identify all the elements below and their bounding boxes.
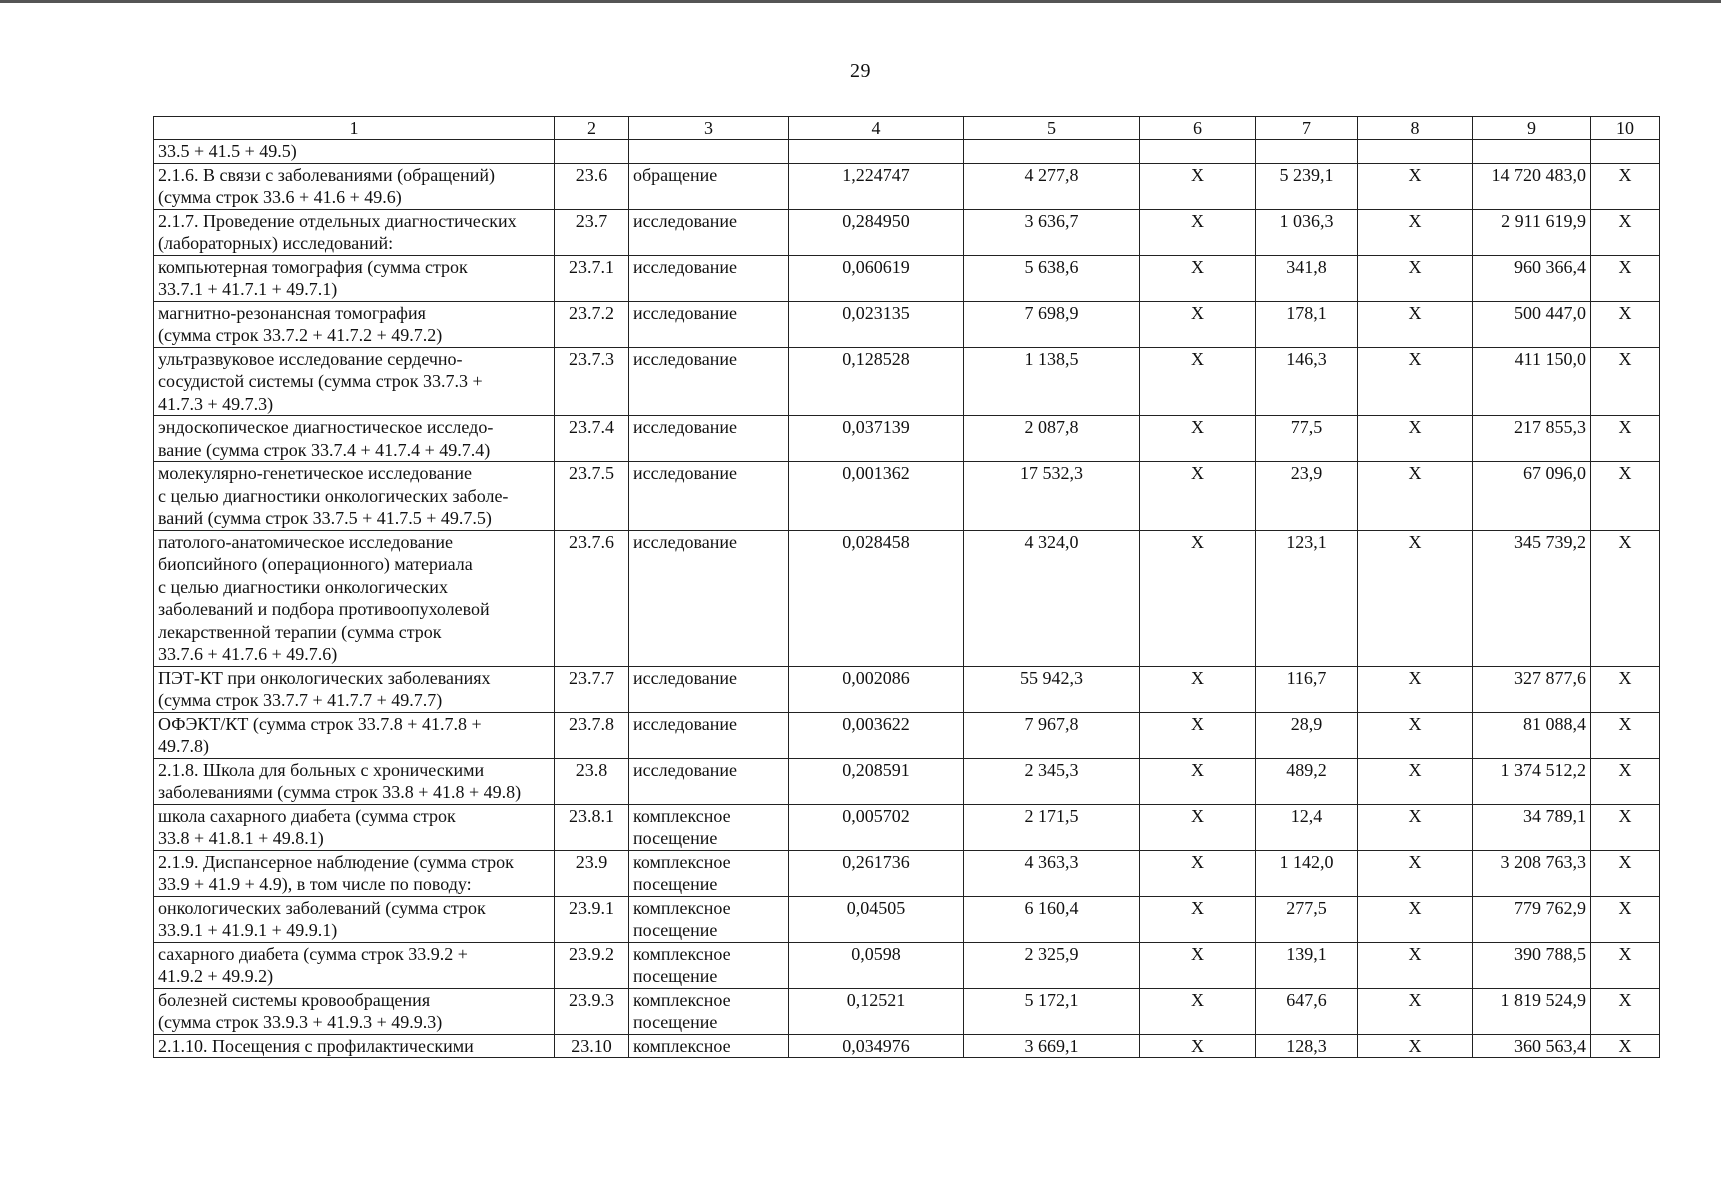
unit-cell: исследование: [629, 416, 789, 462]
column-10-cell: [1591, 140, 1660, 164]
column-6-cell: X: [1140, 163, 1256, 209]
column-6-cell: X: [1140, 209, 1256, 255]
unit-cell: комплексное посещение: [629, 804, 789, 850]
table-row: [154, 758, 1660, 804]
indicator-name-cell: ОФЭКТ/КТ (сумма строк 33.7.8 + 41.7.8 + 49.7.8): [154, 712, 555, 758]
volume-norm-cell: [789, 140, 964, 164]
row-code-cell: 23.9.1: [555, 896, 629, 942]
column-6-cell: X: [1140, 804, 1256, 850]
volume-norm-cell: 0,208591: [789, 758, 964, 804]
row-code-cell: 23.7.8: [555, 712, 629, 758]
table-row: [154, 301, 1660, 347]
total-cost-cell: 34 789,1: [1473, 804, 1591, 850]
per-capita-cell: 139,1: [1256, 942, 1358, 988]
column-8-cell: X: [1358, 530, 1473, 666]
volume-norm-cell: 0,005702: [789, 804, 964, 850]
row-code-cell: 23.7.3: [555, 347, 629, 416]
column-8-cell: X: [1358, 896, 1473, 942]
column-6-cell: X: [1140, 301, 1256, 347]
indicator-name-cell: 2.1.6. В связи с заболеваниями (обращений) (сумма строк 33.6 + 41.6 + 49.6): [154, 163, 555, 209]
table-body: [154, 140, 1660, 1058]
column-6-cell: X: [1140, 942, 1256, 988]
per-capita-cell: 1 142,0: [1256, 850, 1358, 896]
cost-norm-cell: 55 942,3: [964, 666, 1140, 712]
volume-norm-cell: 0,12521: [789, 988, 964, 1034]
row-code-cell: 23.8.1: [555, 804, 629, 850]
column-8-cell: X: [1358, 255, 1473, 301]
column-6-cell: X: [1140, 850, 1256, 896]
volume-norm-cell: 0,028458: [789, 530, 964, 666]
row-code-cell: 23.7.7: [555, 666, 629, 712]
column-8-cell: X: [1358, 666, 1473, 712]
indicator-name-cell: 33.5 + 41.5 + 49.5): [154, 140, 555, 164]
column-10-cell: X: [1591, 530, 1660, 666]
total-cost-cell: 411 150,0: [1473, 347, 1591, 416]
column-10-cell: X: [1591, 163, 1660, 209]
column-header-3: 3: [629, 117, 789, 140]
unit-cell: исследование: [629, 301, 789, 347]
column-6-cell: X: [1140, 462, 1256, 531]
cost-norm-cell: 5 638,6: [964, 255, 1140, 301]
row-code-cell: [555, 140, 629, 164]
column-8-cell: X: [1358, 942, 1473, 988]
row-code-cell: 23.7.6: [555, 530, 629, 666]
total-cost-cell: 360 563,4: [1473, 1034, 1591, 1058]
row-code-cell: 23.8: [555, 758, 629, 804]
table-row: [154, 988, 1660, 1034]
volume-norm-cell: 0,002086: [789, 666, 964, 712]
indicator-name-cell: патолого-анатомическое исследование биопсийного (операционного) материала с целью диагностики онкологических заболеваний и подбора противоопухолевой лекарственной терапии (сумма строк 33.7.6 + 41.7.6 + 49.7.6): [154, 530, 555, 666]
column-8-cell: X: [1358, 209, 1473, 255]
per-capita-cell: 12,4: [1256, 804, 1358, 850]
data-table: [153, 116, 1660, 1058]
column-10-cell: X: [1591, 666, 1660, 712]
volume-norm-cell: 0,284950: [789, 209, 964, 255]
volume-norm-cell: 0,003622: [789, 712, 964, 758]
column-10-cell: X: [1591, 416, 1660, 462]
total-cost-cell: 1 374 512,2: [1473, 758, 1591, 804]
column-6-cell: X: [1140, 988, 1256, 1034]
cost-norm-cell: 7 967,8: [964, 712, 1140, 758]
unit-cell: комплексное: [629, 1034, 789, 1058]
row-code-cell: 23.6: [555, 163, 629, 209]
per-capita-cell: 123,1: [1256, 530, 1358, 666]
column-10-cell: X: [1591, 942, 1660, 988]
per-capita-cell: 647,6: [1256, 988, 1358, 1034]
cost-norm-cell: 2 087,8: [964, 416, 1140, 462]
total-cost-cell: 2 911 619,9: [1473, 209, 1591, 255]
cost-norm-cell: 4 324,0: [964, 530, 1140, 666]
column-8-cell: X: [1358, 804, 1473, 850]
volume-norm-cell: 0,001362: [789, 462, 964, 531]
column-header-1: 1: [154, 117, 555, 140]
total-cost-cell: 500 447,0: [1473, 301, 1591, 347]
column-10-cell: X: [1591, 712, 1660, 758]
indicator-name-cell: компьютерная томография (сумма строк 33.7.1 + 41.7.1 + 49.7.1): [154, 255, 555, 301]
per-capita-cell: 28,9: [1256, 712, 1358, 758]
volume-norm-cell: 0,0598: [789, 942, 964, 988]
indicator-name-cell: болезней системы кровообращения (сумма строк 33.9.3 + 41.9.3 + 49.9.3): [154, 988, 555, 1034]
per-capita-cell: 489,2: [1256, 758, 1358, 804]
column-header-5: 5: [964, 117, 1140, 140]
table-row: [154, 416, 1660, 462]
unit-cell: комплексное посещение: [629, 896, 789, 942]
total-cost-cell: [1473, 140, 1591, 164]
per-capita-cell: [1256, 140, 1358, 164]
column-header-7: 7: [1256, 117, 1358, 140]
unit-cell: исследование: [629, 666, 789, 712]
volume-norm-cell: 0,034976: [789, 1034, 964, 1058]
column-10-cell: X: [1591, 255, 1660, 301]
column-10-cell: X: [1591, 347, 1660, 416]
column-6-cell: X: [1140, 530, 1256, 666]
per-capita-cell: 341,8: [1256, 255, 1358, 301]
volume-norm-cell: 1,224747: [789, 163, 964, 209]
row-code-cell: 23.9.3: [555, 988, 629, 1034]
per-capita-cell: 146,3: [1256, 347, 1358, 416]
row-code-cell: 23.7.2: [555, 301, 629, 347]
cost-norm-cell: 2 171,5: [964, 804, 1140, 850]
row-code-cell: 23.7.5: [555, 462, 629, 531]
column-8-cell: X: [1358, 347, 1473, 416]
volume-norm-cell: 0,128528: [789, 347, 964, 416]
table-row: [154, 896, 1660, 942]
column-8-cell: X: [1358, 988, 1473, 1034]
row-code-cell: 23.10: [555, 1034, 629, 1058]
total-cost-cell: 67 096,0: [1473, 462, 1591, 531]
unit-cell: комплексное посещение: [629, 850, 789, 896]
table-row: [154, 163, 1660, 209]
table-row: [154, 530, 1660, 666]
column-10-cell: X: [1591, 850, 1660, 896]
cost-norm-cell: 7 698,9: [964, 301, 1140, 347]
column-6-cell: [1140, 140, 1256, 164]
table-row: [154, 462, 1660, 531]
total-cost-cell: 960 366,4: [1473, 255, 1591, 301]
column-6-cell: X: [1140, 416, 1256, 462]
row-code-cell: 23.9.2: [555, 942, 629, 988]
volume-norm-cell: 0,04505: [789, 896, 964, 942]
total-cost-cell: 345 739,2: [1473, 530, 1591, 666]
page-number: 29: [850, 60, 871, 82]
column-8-cell: X: [1358, 850, 1473, 896]
total-cost-cell: 779 762,9: [1473, 896, 1591, 942]
table-row: [154, 255, 1660, 301]
unit-cell: [629, 140, 789, 164]
indicator-name-cell: школа сахарного диабета (сумма строк 33.8 + 41.8.1 + 49.8.1): [154, 804, 555, 850]
cost-norm-cell: 1 138,5: [964, 347, 1140, 416]
table-row: [154, 666, 1660, 712]
table-row: [154, 942, 1660, 988]
per-capita-cell: 128,3: [1256, 1034, 1358, 1058]
column-8-cell: X: [1358, 163, 1473, 209]
column-10-cell: X: [1591, 1034, 1660, 1058]
cost-norm-cell: 3 669,1: [964, 1034, 1140, 1058]
total-cost-cell: 1 819 524,9: [1473, 988, 1591, 1034]
table-row: [154, 209, 1660, 255]
per-capita-cell: 178,1: [1256, 301, 1358, 347]
row-code-cell: 23.7: [555, 209, 629, 255]
page-top-edge: [0, 0, 1721, 3]
unit-cell: комплексное посещение: [629, 988, 789, 1034]
table-row: [154, 1034, 1660, 1058]
per-capita-cell: 277,5: [1256, 896, 1358, 942]
unit-cell: исследование: [629, 462, 789, 531]
indicator-name-cell: сахарного диабета (сумма строк 33.9.2 + 41.9.2 + 49.9.2): [154, 942, 555, 988]
cost-norm-cell: 2 345,3: [964, 758, 1140, 804]
column-10-cell: X: [1591, 804, 1660, 850]
column-6-cell: X: [1140, 347, 1256, 416]
per-capita-cell: 1 036,3: [1256, 209, 1358, 255]
column-10-cell: X: [1591, 896, 1660, 942]
unit-cell: исследование: [629, 347, 789, 416]
unit-cell: исследование: [629, 712, 789, 758]
column-header-4: 4: [789, 117, 964, 140]
cost-norm-cell: [964, 140, 1140, 164]
column-10-cell: X: [1591, 301, 1660, 347]
total-cost-cell: 217 855,3: [1473, 416, 1591, 462]
table-row: [154, 804, 1660, 850]
row-code-cell: 23.7.4: [555, 416, 629, 462]
table-row: [154, 140, 1660, 164]
column-8-cell: [1358, 140, 1473, 164]
column-8-cell: X: [1358, 712, 1473, 758]
column-header-2: 2: [555, 117, 629, 140]
total-cost-cell: 390 788,5: [1473, 942, 1591, 988]
table-row: [154, 712, 1660, 758]
table-row: [154, 850, 1660, 896]
unit-cell: исследование: [629, 758, 789, 804]
column-6-cell: X: [1140, 758, 1256, 804]
per-capita-cell: 5 239,1: [1256, 163, 1358, 209]
header-row: [154, 117, 1660, 140]
unit-cell: комплексное посещение: [629, 942, 789, 988]
column-6-cell: X: [1140, 712, 1256, 758]
volume-norm-cell: 0,023135: [789, 301, 964, 347]
column-10-cell: X: [1591, 758, 1660, 804]
table-row: [154, 347, 1660, 416]
column-6-cell: X: [1140, 255, 1256, 301]
unit-cell: исследование: [629, 209, 789, 255]
column-6-cell: X: [1140, 666, 1256, 712]
cost-norm-cell: 17 532,3: [964, 462, 1140, 531]
column-8-cell: X: [1358, 301, 1473, 347]
cost-norm-cell: 4 277,8: [964, 163, 1140, 209]
unit-cell: обращение: [629, 163, 789, 209]
cost-norm-cell: 2 325,9: [964, 942, 1140, 988]
column-6-cell: X: [1140, 1034, 1256, 1058]
volume-norm-cell: 0,261736: [789, 850, 964, 896]
table-header: [154, 117, 1660, 140]
cost-norm-cell: 3 636,7: [964, 209, 1140, 255]
indicator-name-cell: 2.1.9. Диспансерное наблюдение (сумма строк 33.9 + 41.9 + 4.9), в том числе по поводу:: [154, 850, 555, 896]
column-10-cell: X: [1591, 988, 1660, 1034]
per-capita-cell: 116,7: [1256, 666, 1358, 712]
indicator-name-cell: онкологических заболеваний (сумма строк 33.9.1 + 41.9.1 + 49.9.1): [154, 896, 555, 942]
column-8-cell: X: [1358, 1034, 1473, 1058]
indicator-name-cell: ультразвуковое исследование сердечно- сосудистой системы (сумма строк 33.7.3 + 41.7.3 + 49.7.3): [154, 347, 555, 416]
indicator-name-cell: 2.1.8. Школа для больных с хроническими заболеваниями (сумма строк 33.8 + 41.8 + 49.8): [154, 758, 555, 804]
indicator-name-cell: магнитно-резонансная томография (сумма строк 33.7.2 + 41.7.2 + 49.7.2): [154, 301, 555, 347]
column-8-cell: X: [1358, 758, 1473, 804]
indicator-name-cell: эндоскопическое диагностическое исследо- вание (сумма строк 33.7.4 + 41.7.4 + 49.7.4): [154, 416, 555, 462]
indicator-name-cell: 2.1.7. Проведение отдельных диагностических (лабораторных) исследований:: [154, 209, 555, 255]
cost-norm-cell: 5 172,1: [964, 988, 1140, 1034]
column-header-6: 6: [1140, 117, 1256, 140]
column-10-cell: X: [1591, 462, 1660, 531]
total-cost-cell: 3 208 763,3: [1473, 850, 1591, 896]
column-header-10: 10: [1591, 117, 1660, 140]
row-code-cell: 23.7.1: [555, 255, 629, 301]
total-cost-cell: 81 088,4: [1473, 712, 1591, 758]
cost-norm-cell: 6 160,4: [964, 896, 1140, 942]
total-cost-cell: 327 877,6: [1473, 666, 1591, 712]
per-capita-cell: 77,5: [1256, 416, 1358, 462]
column-6-cell: X: [1140, 896, 1256, 942]
volume-norm-cell: 0,060619: [789, 255, 964, 301]
total-cost-cell: 14 720 483,0: [1473, 163, 1591, 209]
unit-cell: исследование: [629, 255, 789, 301]
column-header-8: 8: [1358, 117, 1473, 140]
row-code-cell: 23.9: [555, 850, 629, 896]
column-8-cell: X: [1358, 462, 1473, 531]
cost-norm-cell: 4 363,3: [964, 850, 1140, 896]
volume-norm-cell: 0,037139: [789, 416, 964, 462]
indicator-name-cell: молекулярно-генетическое исследование с целью диагностики онкологических заболе- ваний (сумма строк 33.7.5 + 41.7.5 + 49.7.5): [154, 462, 555, 531]
indicator-name-cell: 2.1.10. Посещения с профилактическими: [154, 1034, 555, 1058]
column-8-cell: X: [1358, 416, 1473, 462]
column-header-9: 9: [1473, 117, 1591, 140]
per-capita-cell: 23,9: [1256, 462, 1358, 531]
unit-cell: исследование: [629, 530, 789, 666]
column-10-cell: X: [1591, 209, 1660, 255]
indicator-name-cell: ПЭТ-КТ при онкологических заболеваниях (сумма строк 33.7.7 + 41.7.7 + 49.7.7): [154, 666, 555, 712]
